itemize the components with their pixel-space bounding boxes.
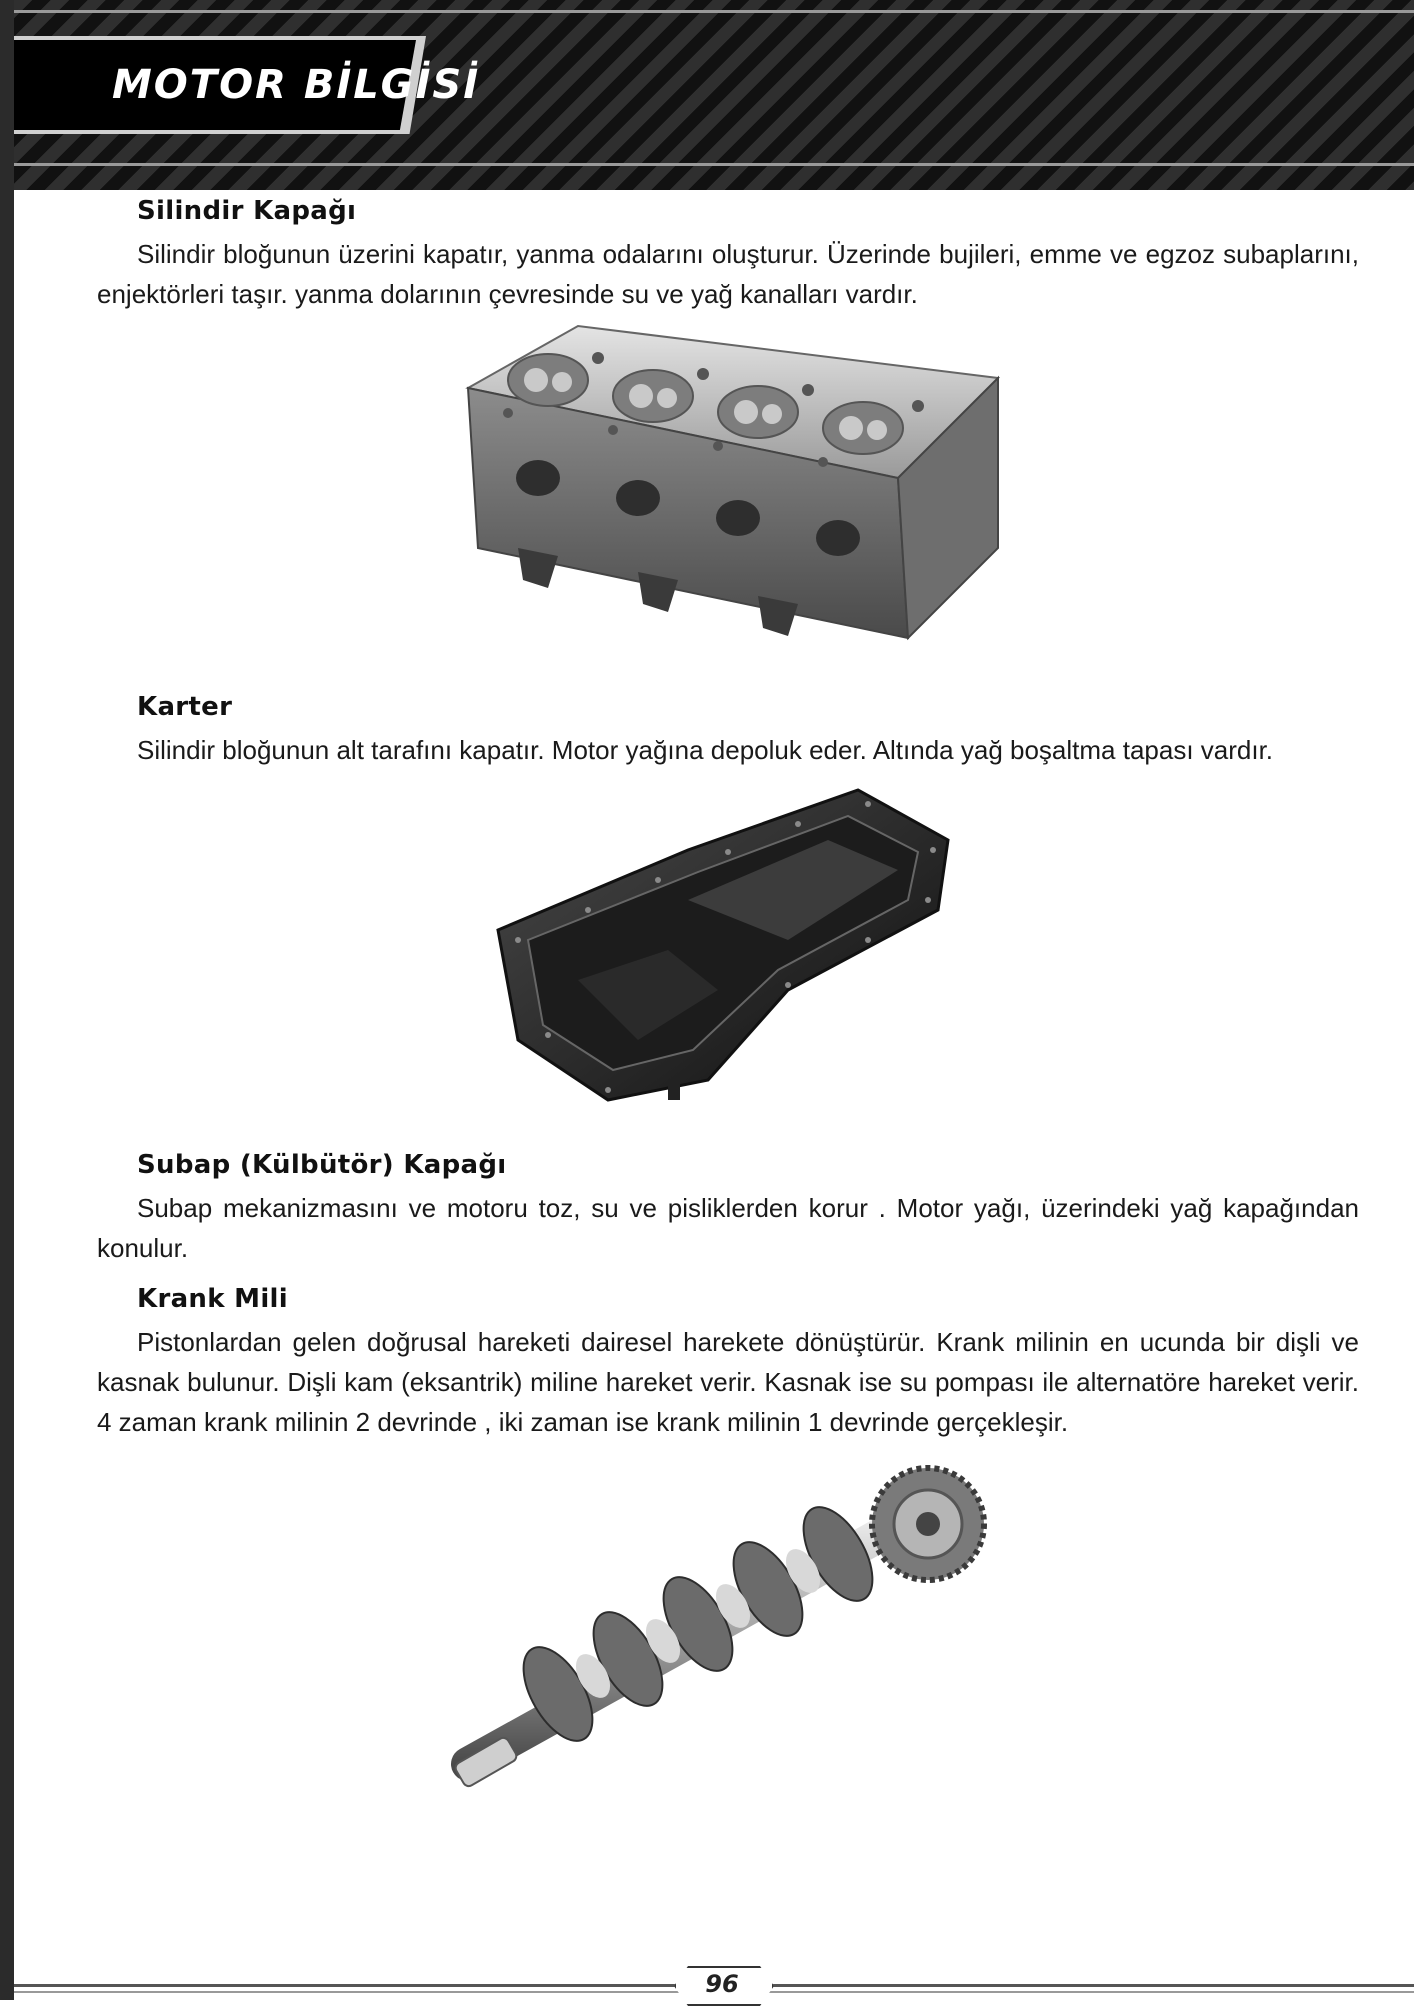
oil-pan-image [488,780,968,1130]
section-text-krank-mili: Pistonlardan gelen doğrusal hareketi dairesel harekete dönüştürür. Krank milinin en ucunda bir dişli ve kasnak bulunur. Dişli kam (eksantrik) miline hareket verir. Kasnak ise su pompası ile alternatöre hareket verir. 4 zaman krank milinin 2 devrinde , iki zaman ise krank milinin 1 devrinde gerçekleşir. [97,1327,1359,1437]
section-text-subap-kapagi: Subap mekanizmasını ve motoru toz, su ve pisliklerden korur . Motor yağı, üzerindeki yağ kapağından konulur. [97,1193,1359,1263]
section-title-silindir-kapagi: Silindir Kapağı [137,196,357,226]
left-edge-bar [0,0,14,2000]
cylinder-head-image [438,318,1018,668]
section-text-karter: Silindir bloğunun alt tarafını kapatır. Motor yağına depoluk eder. Altında yağ boşaltma tapası vardır. [137,735,1274,765]
header-top-rule [14,10,1414,13]
header-bottom-rule [14,163,1414,166]
section-title-krank-mili: Krank Mili [137,1284,288,1314]
crankshaft-image [448,1464,1008,1794]
page-number: 96 [705,1970,739,1998]
section-text-silindir-kapagi: Silindir bloğunun üzerini kapatır, yanma odalarını oluşturur. Üzerinde bujileri, emme ve egzoz subaplarını, enjektörleri taşır. yanma dolarının çevresinde su ve yağ kanalları vardır. [97,239,1359,309]
page-content [97,196,1359,1794]
section-title-karter: Karter [137,692,233,722]
chapter-title: MOTOR BİLGİSİ [112,62,481,108]
section-title-subap-kapagi: Subap (Külbütör) Kapağı [137,1150,507,1180]
